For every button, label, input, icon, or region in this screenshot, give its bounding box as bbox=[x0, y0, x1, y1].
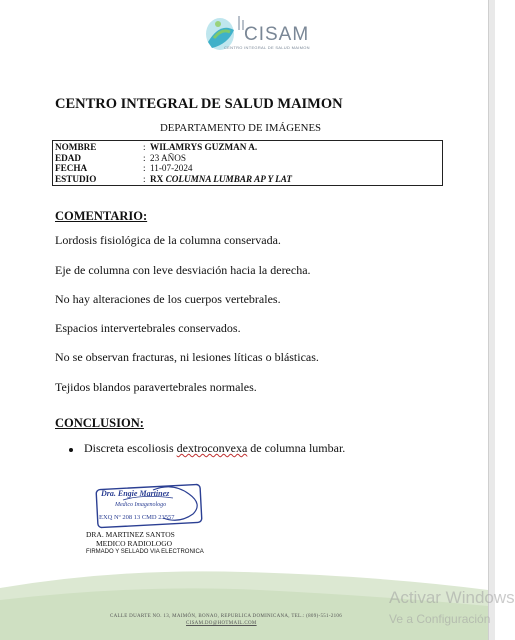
stamp-doctor-name: Dra. Engie Martinez bbox=[101, 489, 170, 498]
windows-activation-watermark: Activar Windows bbox=[389, 588, 515, 607]
study-prefix: RX bbox=[150, 174, 164, 184]
department-label: DEPARTAMENTO DE IMÁGENES bbox=[160, 122, 322, 134]
study-name: COLUMNA LUMBAR AP Y LAT bbox=[165, 174, 293, 184]
stamp-license-ids: EXQ Nº 208 13 CMD 23557 bbox=[99, 514, 175, 521]
comment-line: Espacios intervertebrales conservados. bbox=[55, 321, 241, 335]
cisam-logo bbox=[198, 12, 308, 54]
doctor-stamp bbox=[93, 484, 211, 530]
comment-line: Lordosis fisiológica de la columna conservada. bbox=[55, 233, 281, 247]
patient-name-label: NOMBRE bbox=[55, 142, 97, 152]
conclusion-text-start: Discreta escoliosis bbox=[84, 441, 177, 455]
comment-line: No se observan fracturas, ni lesiones líticas o blásticas. bbox=[55, 350, 319, 364]
conclusion-text-end: de columna lumbar. bbox=[247, 441, 346, 455]
separator: : bbox=[143, 153, 146, 163]
stamp-doctor-role: Medico Imagenologo bbox=[115, 502, 167, 508]
separator: : bbox=[143, 163, 146, 173]
logo-tagline: CENTRO INTEGRAL DE SALUD MAIMON bbox=[224, 45, 310, 50]
footer-email[interactable]: CISAM.DO@HOTMAIL.COM bbox=[186, 621, 257, 626]
exam-date-value: 11-07-2024 bbox=[150, 163, 193, 173]
separator: : bbox=[143, 174, 146, 184]
patient-age-value: 23 AÑOS bbox=[150, 153, 186, 163]
patient-info-box bbox=[52, 140, 443, 186]
exam-date-label: FECHA bbox=[55, 163, 88, 173]
signature-note: FIRMADO Y SELLADO VIA ELECTRONICA bbox=[86, 549, 204, 555]
comment-line: No hay alteraciones de los cuerpos vertebrales. bbox=[55, 292, 281, 306]
logo-name: CISAM bbox=[244, 24, 310, 45]
comment-line: Eje de columna con leve desviación hacia la derecha. bbox=[55, 263, 311, 277]
separator: : bbox=[143, 142, 146, 152]
patient-name-value: WILAMRYS GUZMAN A. bbox=[150, 142, 258, 152]
windows-activation-subtext: Ve a Configuración bbox=[389, 612, 491, 626]
study-label: ESTUDIO bbox=[55, 174, 97, 184]
doctor-name: DRA. MARTINEZ SANTOS bbox=[86, 530, 175, 539]
footer-address: CALLE DUARTE NO. 13, MAIMÓN, BONAO, REPUBLICA DOMINICANA, TEL.: (809)-551-2106 bbox=[110, 614, 343, 619]
study-value bbox=[150, 174, 292, 184]
comment-line: Tejidos blandos paravertebrales normales. bbox=[55, 380, 257, 394]
patient-age-label: EDAD bbox=[55, 153, 82, 163]
page-edge bbox=[488, 0, 495, 640]
spellcheck-flagged-word: dextroconvexa bbox=[176, 441, 248, 455]
page-title: CENTRO INTEGRAL DE SALUD MAIMON bbox=[55, 96, 343, 112]
comments-heading: COMENTARIO: bbox=[55, 209, 148, 223]
bullet-icon bbox=[69, 448, 73, 452]
conclusion-item bbox=[84, 441, 345, 456]
conclusion-heading: CONCLUSION: bbox=[55, 416, 144, 430]
doctor-title: MEDICO RADIOLOGO bbox=[96, 539, 173, 548]
